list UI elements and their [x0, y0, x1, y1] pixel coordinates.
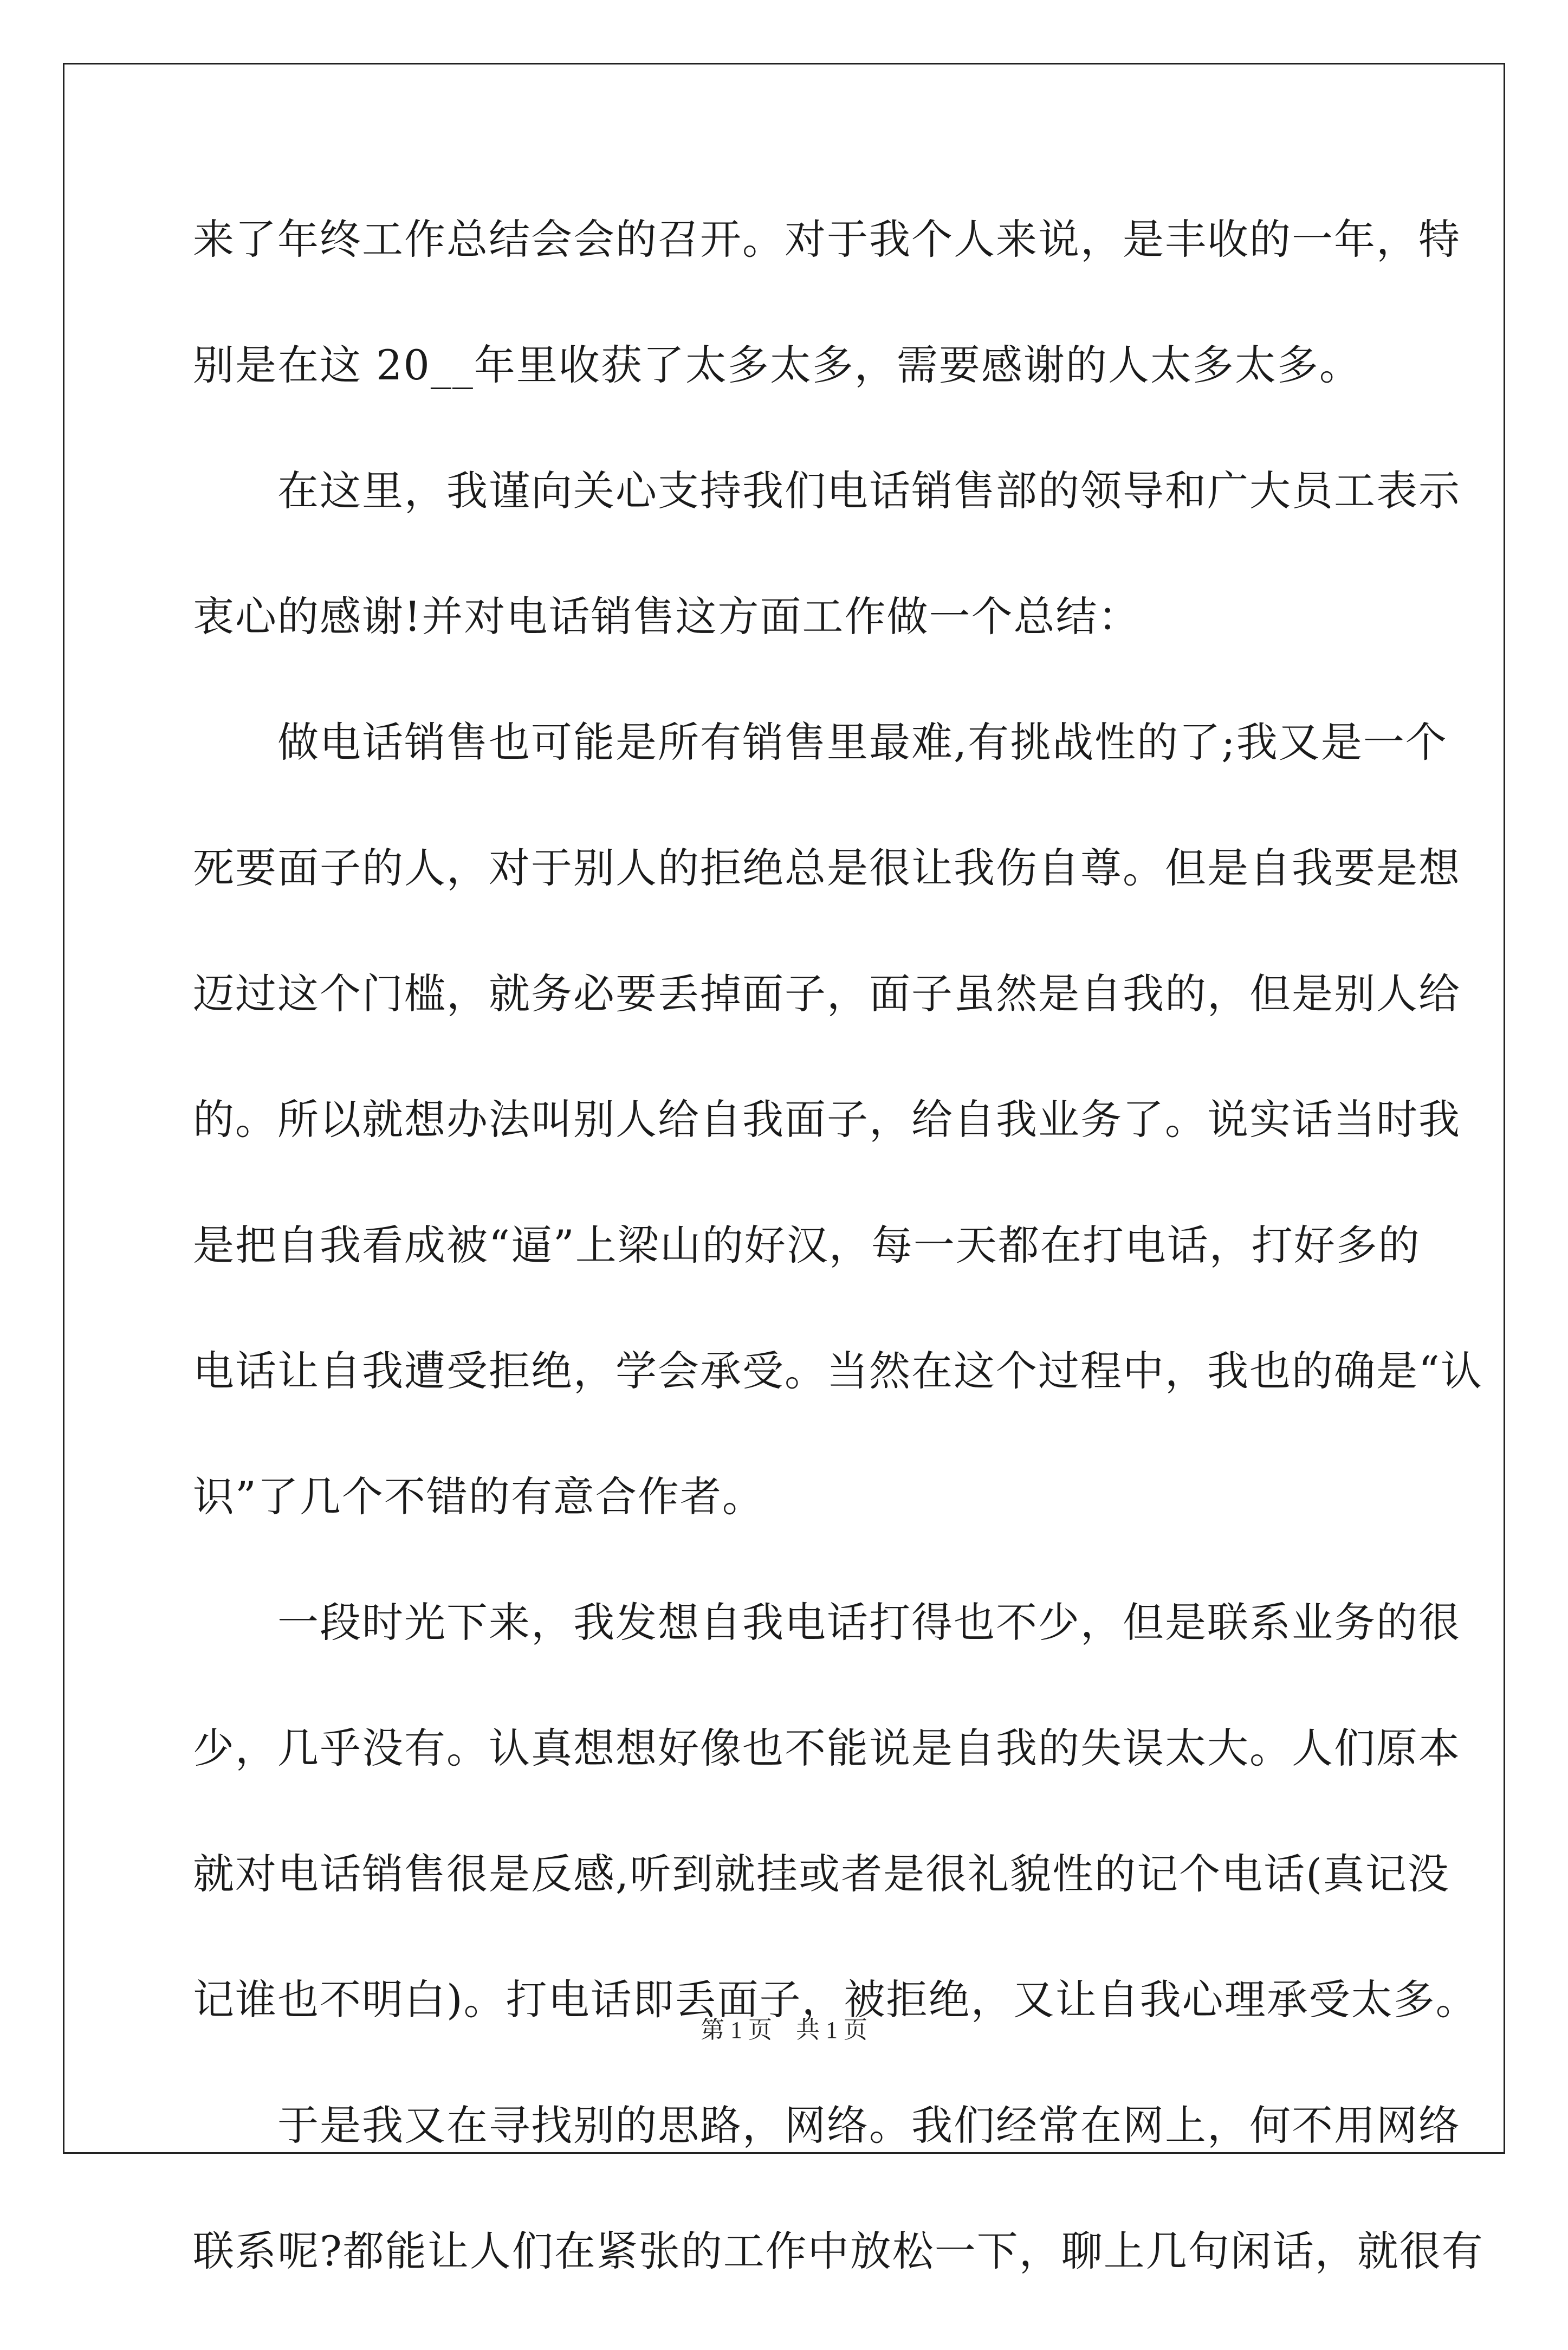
page-number-footer: 第 1 页 共 1 页	[701, 2017, 867, 2043]
text-line: 是把自我看成被“逼”上梁山的好汉，每一天都在打电话，打好多的	[193, 1221, 1421, 1269]
text-line: 死要面子的人，对于别人的拒绝总是很让我伤自尊。但是自我要是想	[193, 844, 1461, 892]
text-line: 在这里，我谨向关心支持我们电话销售部的领导和广大员工表示	[193, 467, 1461, 515]
text-line: 做电话销售也可能是所有销售里最难,有挑战性的了;我又是一个	[193, 718, 1448, 766]
text-line: 一段时光下来，我发想自我电话打得也不少，但是联系业务的很	[193, 1598, 1461, 1647]
text-line: 别是在这 20__年里收获了太多太多，需要感谢的人太多太多。	[193, 341, 1362, 389]
text-line: 识”了几个不错的有意合作者。	[193, 1473, 764, 1521]
text-line: 于是我又在寻找别的思路，网络。我们经常在网上，何不用网络	[193, 2101, 1461, 2149]
text-line: 的。所以就想办法叫别人给自我面子，给自我业务了。说实话当时我	[193, 1095, 1461, 1144]
text-line: 来了年终工作总结会会的召开。对于我个人来说，是丰收的一年，特	[193, 215, 1461, 263]
text-line: 少，几乎没有。认真想想好像也不能说是自我的失误太大。人们原本	[193, 1724, 1461, 1772]
text-line: 迈过这个门槛，就务必要丢掉面子，面子虽然是自我的，但是别人给	[193, 970, 1461, 1018]
text-line: 电话让自我遭受拒绝，学会承受。当然在这个过程中，我也的确是“认	[193, 1347, 1483, 1395]
text-line: 联系呢?都能让人们在紧张的工作中放松一下，聊上几句闲话，就很有	[193, 2227, 1484, 2275]
text-line: 衷心的感谢!并对电话销售这方面工作做一个总结：	[193, 592, 1141, 641]
text-line: 就对电话销售很是反感,听到就挂或者是很礼貌性的记个电话(真记没	[193, 1850, 1450, 1898]
text-line: 记谁也不明白)。打电话即丢面子，被拒绝，又让自我心理承受太多。	[193, 1975, 1478, 2024]
